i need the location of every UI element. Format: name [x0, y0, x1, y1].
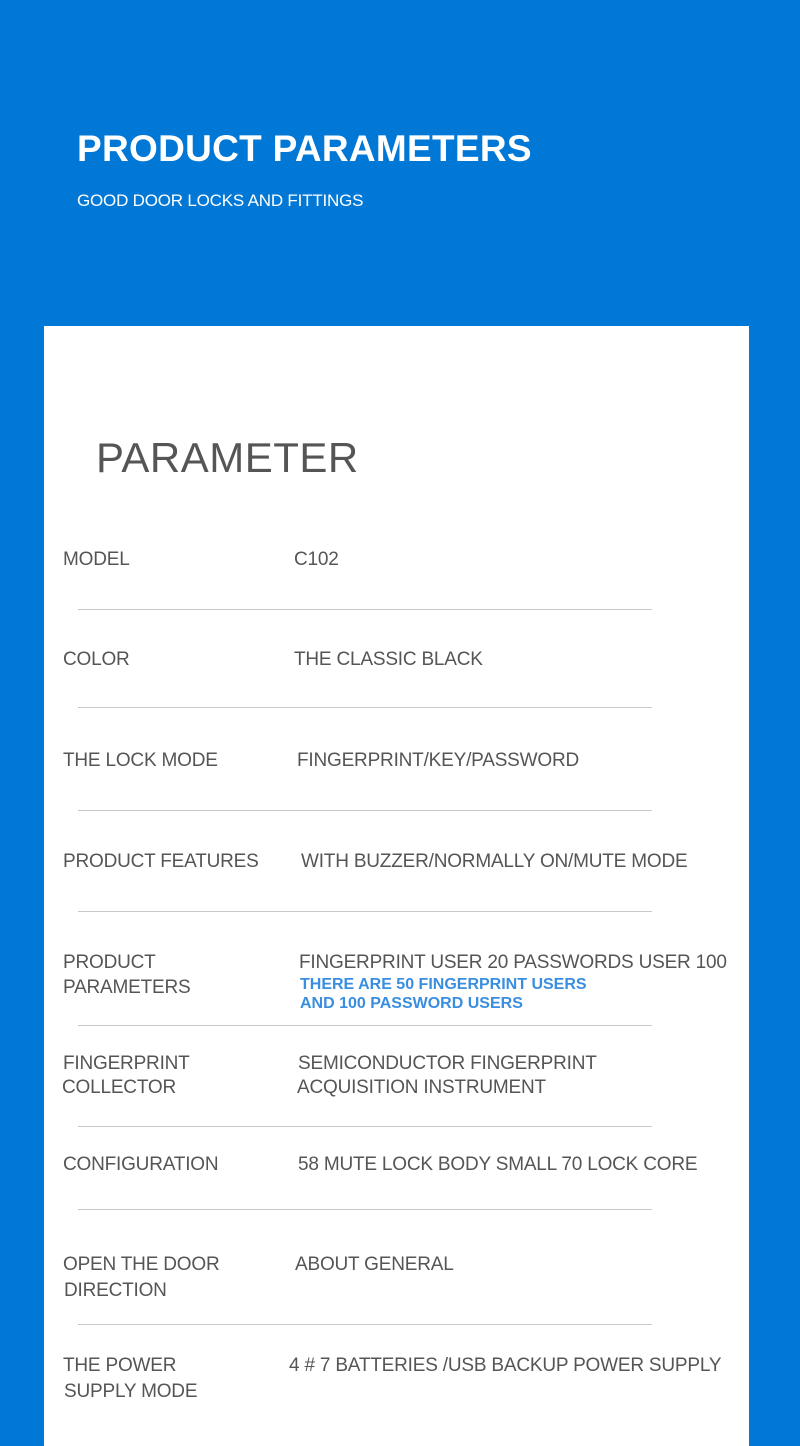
param-label-features: PRODUCT FEATURES: [63, 851, 259, 872]
page-title: PRODUCT PARAMETERS: [77, 128, 532, 169]
param-label-color: COLOR: [63, 649, 130, 670]
divider: [78, 609, 652, 610]
param-value-collector-line1: SEMICONDUCTOR FINGERPRINT: [298, 1053, 597, 1074]
param-note-line2: AND 100 PASSWORD USERS: [300, 995, 523, 1012]
divider: [78, 1209, 652, 1210]
param-value-collector-line2: ACQUISITION INSTRUMENT: [297, 1077, 546, 1098]
param-label-collector-line1: FINGERPRINT: [63, 1053, 190, 1074]
divider: [78, 707, 652, 708]
param-value-power: 4 # 7 BATTERIES /USB BACKUP POWER SUPPLY: [289, 1355, 722, 1376]
param-label-direction-line1: OPEN THE DOOR: [63, 1254, 220, 1275]
page-subtitle: GOOD DOOR LOCKS AND FITTINGS: [77, 191, 364, 210]
param-value-parameters: FINGERPRINT USER 20 PASSWORDS USER 100: [299, 952, 727, 973]
param-value-model: C102: [294, 549, 339, 570]
param-label-power-line1: THE POWER: [63, 1355, 177, 1376]
param-label-lock-mode: THE LOCK MODE: [63, 750, 218, 771]
param-label-direction-line2: DIRECTION: [64, 1280, 167, 1301]
param-label-configuration: CONFIGURATION: [63, 1154, 219, 1175]
card-title: PARAMETER: [96, 434, 359, 481]
param-value-color: THE CLASSIC BLACK: [294, 649, 483, 670]
param-label-collector-line2: COLLECTOR: [62, 1077, 176, 1098]
divider: [78, 810, 652, 811]
param-label-model: MODEL: [63, 549, 130, 570]
divider: [78, 1126, 652, 1127]
param-note-line1: THERE ARE 50 FINGERPRINT USERS: [300, 976, 587, 993]
param-label-power-line2: SUPPLY MODE: [64, 1381, 198, 1402]
divider: [78, 911, 652, 912]
param-value-lock-mode: FINGERPRINT/KEY/PASSWORD: [297, 750, 579, 771]
divider: [78, 1025, 652, 1026]
param-value-configuration: 58 MUTE LOCK BODY SMALL 70 LOCK CORE: [298, 1154, 698, 1175]
param-label-parameters-line2: PARAMETERS: [63, 977, 191, 998]
param-value-features: WITH BUZZER/NORMALLY ON/MUTE MODE: [301, 851, 688, 872]
param-label-parameters-line1: PRODUCT: [63, 952, 156, 973]
divider: [78, 1324, 652, 1325]
param-value-direction: ABOUT GENERAL: [295, 1254, 454, 1275]
